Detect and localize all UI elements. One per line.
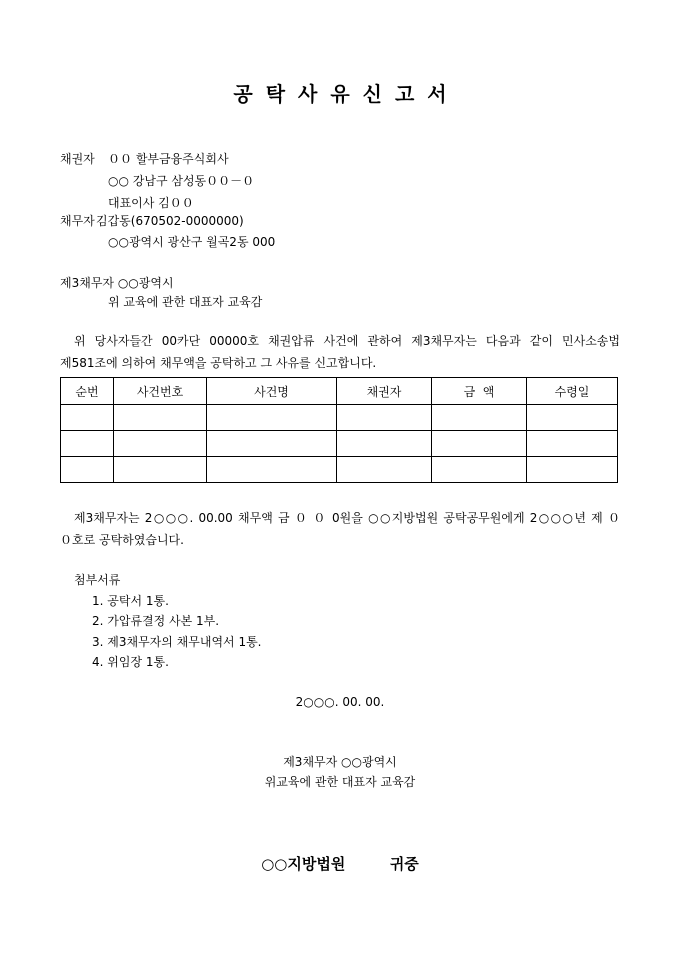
table-cell [114, 405, 207, 431]
column-header: 사건번호 [114, 378, 207, 405]
signature-line2: 위교육에 관한 대표자 교육감 [264, 775, 416, 789]
table-cell [337, 405, 432, 431]
table-header-row [61, 378, 618, 405]
table-cell [527, 457, 618, 483]
attachment-item: 3. 제3채무자의 채무내역서 1통. [92, 635, 262, 649]
table-cell [207, 405, 337, 431]
creditor-name: ００ 할부금융주식회사 [108, 152, 229, 166]
table-cell [432, 405, 527, 431]
column-header: 순번 [61, 378, 114, 405]
column-header: 채권자 [337, 378, 432, 405]
creditor-label: 채권자 [60, 152, 95, 166]
attachment-item: 2. 가압류결정 사본 1부. [92, 614, 220, 628]
table-row [61, 405, 618, 431]
table-row [61, 431, 618, 457]
intro-paragraph: 위 당사자들간 00카단 00000호 채권압류 사건에 관하여 제3채무자는 다음과 같이 민사소송법 제581조에 의하여 채무액을 공탁하고 그 사유를 신고합니다. [60, 334, 620, 370]
debtor-label: 채무자 [60, 214, 95, 228]
table-cell [114, 431, 207, 457]
table-row [61, 457, 618, 483]
document-date: 2○○○. 00. 00. [295, 695, 385, 709]
debtor-name: 김갑동(670502-0000000) [96, 214, 244, 228]
table-cell [432, 457, 527, 483]
case-table [60, 377, 618, 483]
table-cell [61, 457, 114, 483]
table-cell [61, 431, 114, 457]
creditor-address: ○○ 강남구 삼성동００－０ [108, 174, 255, 188]
third-debtor-line2: 위 교육에 관한 대표자 교육감 [108, 295, 263, 309]
column-header: 금 액 [432, 378, 527, 405]
column-header: 사건명 [207, 378, 337, 405]
document-title: 공탁사유신고서 [233, 82, 460, 106]
table-cell [207, 457, 337, 483]
table-cell [432, 431, 527, 457]
signature-line1: 제3채무자 ○○광역시 [283, 755, 397, 769]
table-cell [207, 431, 337, 457]
court-name: ○○지방법원 [261, 855, 346, 873]
deposit-paragraph: 제3채무자는 2○○○. 00.00 채무액 금 ０ ０ 0원을 ○○지방법원 공탁공무원에게 2○○○년 제 ０ ０호로 공탁하였습니다. [60, 511, 620, 547]
debtor-address: ○○광역시 광산구 월곡2동 000 [108, 235, 276, 249]
attachments-label: 첨부서류 [74, 573, 121, 587]
third-debtor-line1: 제3채무자 ○○광역시 [60, 276, 174, 290]
addressee [0, 853, 680, 874]
court-suffix: 귀중 [389, 855, 419, 873]
table-cell [527, 405, 618, 431]
table-cell [61, 405, 114, 431]
attachment-item: 4. 위임장 1통. [92, 655, 169, 669]
column-header: 수령일 [527, 378, 618, 405]
table-cell [337, 457, 432, 483]
attachment-item: 1. 공탁서 1통. [92, 594, 169, 608]
table-cell [337, 431, 432, 457]
creditor-representative: 대표이사 김００ [108, 196, 194, 210]
table-cell [527, 431, 618, 457]
table-cell [114, 457, 207, 483]
